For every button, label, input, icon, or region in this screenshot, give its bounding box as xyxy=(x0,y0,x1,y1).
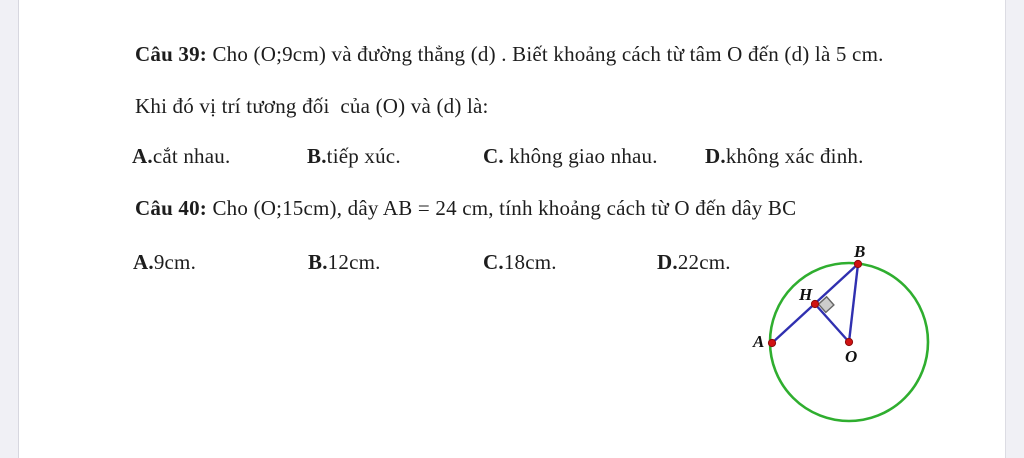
label-o: O xyxy=(845,347,858,366)
segment-ho xyxy=(815,304,849,342)
question-40-text: Cho (O;15cm), dây AB = 24 cm, tính khoảng cách từ O đến dây BC xyxy=(207,196,797,220)
option-39-d: D.không xác đinh. xyxy=(705,144,864,168)
page-right-margin xyxy=(1005,0,1024,458)
option-39-b: B.tiếp xúc. xyxy=(307,144,401,168)
label-a: A xyxy=(753,332,765,351)
option-40-b: B.12cm. xyxy=(308,250,381,274)
option-39-a: A.cắt nhau. xyxy=(132,144,231,168)
option-40-a: A.9cm. xyxy=(133,250,197,274)
page-left-margin xyxy=(0,0,19,458)
document-area xyxy=(20,0,1004,458)
question-39-line1 xyxy=(135,42,884,67)
point-o xyxy=(845,338,852,345)
option-39-c: C. không giao nhau. xyxy=(483,144,658,168)
question-39-number: Câu 39: xyxy=(135,42,207,66)
point-a xyxy=(768,339,775,346)
label-b: B xyxy=(854,242,866,261)
point-h xyxy=(811,300,818,307)
option-40-d: D.22cm. xyxy=(657,250,731,274)
question-40-line1 xyxy=(135,196,796,221)
circle-diagram xyxy=(730,238,950,430)
question-39-line2: Khi đó vị trí tương đối của (O) và (d) là: xyxy=(135,94,489,118)
question-39-text: Cho (O;9cm) và đường thẳng (d) . Biết khoảng cách từ tâm O đến (d) là 5 cm. xyxy=(207,42,884,66)
segment-bo xyxy=(849,264,858,342)
label-h: H xyxy=(799,285,813,304)
question-40-number: Câu 40: xyxy=(135,196,207,220)
point-b xyxy=(854,260,861,267)
option-40-c: C.18cm. xyxy=(483,250,557,274)
